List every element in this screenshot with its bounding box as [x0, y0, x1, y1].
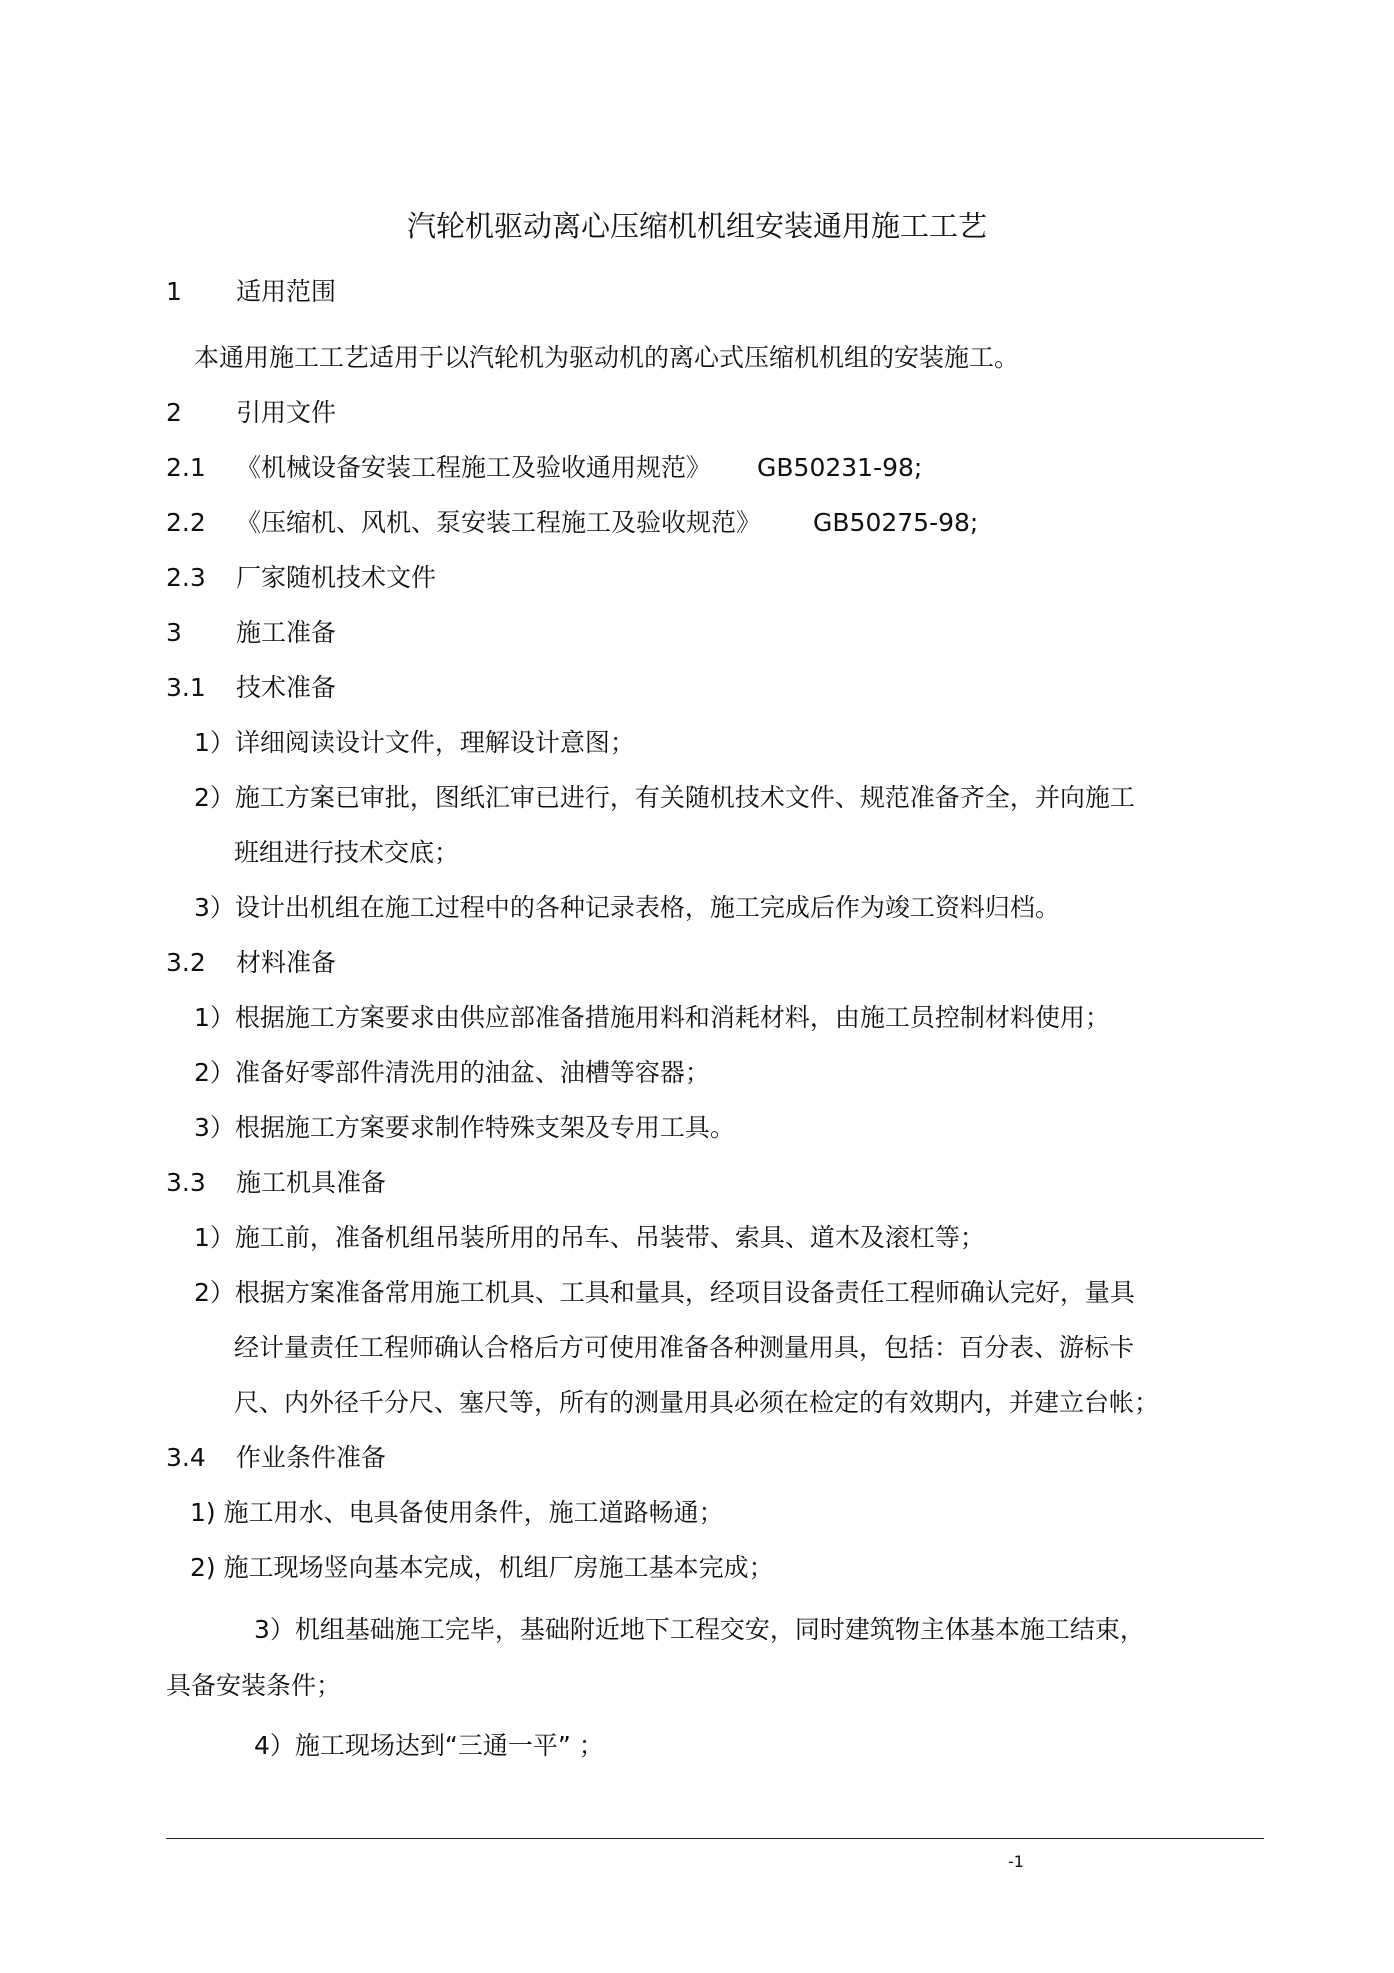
section-heading-text: 材料准备: [236, 948, 337, 977]
reference-2-3: [166, 562, 436, 594]
section-number: 2: [166, 398, 182, 427]
list-item: 1) 施工用水、电具备使用条件，施工道路畅通；: [190, 1498, 724, 1527]
section-heading-text: 适用范围: [236, 277, 337, 306]
reference-2-2: [166, 507, 978, 539]
reference-title: 《压缩机、风机、泵安装工程施工及验收规范》: [236, 508, 762, 537]
list-item-continuation: 班组进行技术交底；: [234, 838, 460, 867]
section-heading-text: 技术准备: [236, 673, 337, 702]
section-number: 3.2: [166, 948, 206, 977]
list-item-continuation: 尺、内外径千分尺、塞尺等，所有的测量用具必须在检定的有效期内，并建立台帐；: [234, 1388, 1160, 1417]
section-number: 3: [166, 618, 182, 647]
reference-code: GB50275-98;: [813, 508, 979, 537]
section-1-heading: [166, 276, 336, 308]
section-number: 3.4: [166, 1443, 206, 1472]
list-item: 1）施工前，准备机组吊装所用的吊车、吊装带、索具、道木及滚杠等；: [194, 1223, 985, 1252]
section-heading-text: 施工机具准备: [236, 1168, 387, 1197]
reference-code: GB50231-98;: [757, 453, 923, 482]
list-item-continuation: 具备安装条件；: [166, 1671, 342, 1700]
list-item: 2）施工方案已审批，图纸汇审已进行，有关随机技术文件、规范准备齐全，并向施工: [194, 783, 1135, 812]
section-3-4-heading: [166, 1442, 386, 1474]
list-item: 3）根据施工方案要求制作特殊支架及专用工具。: [194, 1113, 735, 1142]
section-heading-text: 引用文件: [236, 398, 337, 427]
section-number: 3.3: [166, 1168, 206, 1197]
section-number: 1: [166, 277, 182, 306]
list-item: 2) 施工现场竖向基本完成，机组厂房施工基本完成；: [190, 1553, 774, 1582]
section-3-heading: [166, 617, 336, 649]
section-heading-text: 作业条件准备: [236, 1443, 387, 1472]
list-item: 2）根据方案准备常用施工机具、工具和量具，经项目设备责任工程师确认完好，量具: [194, 1278, 1135, 1307]
section-heading-text: 施工准备: [236, 618, 337, 647]
section-number: 2.1: [166, 453, 206, 482]
list-item: 4）施工现场达到“三通一平” ；: [254, 1731, 604, 1760]
list-item-continuation: 经计量责任工程师确认合格后方可使用准备各种测量用具，包括：百分表、游标卡: [234, 1333, 1135, 1362]
list-item: 1）根据施工方案要求由供应部准备措施用料和消耗材料，由施工员控制材料使用；: [194, 1003, 1110, 1032]
reference-title: 厂家随机技术文件: [236, 563, 437, 592]
document-title: 汽轮机驱动离心压缩机机组安装通用施工工艺: [406, 209, 987, 243]
footer-divider: [166, 1838, 1264, 1839]
section-number: 3.1: [166, 673, 206, 702]
section-2-heading: [166, 397, 336, 429]
section-number: 2.3: [166, 563, 206, 592]
section-3-1-heading: [166, 672, 336, 704]
list-item: 3）机组基础施工完毕，基础附近地下工程交安，同时建筑物主体基本施工结束，: [254, 1615, 1145, 1644]
reference-title: 《机械设备安装工程施工及验收通用规范》: [236, 453, 712, 482]
list-item: 3）设计出机组在施工过程中的各种记录表格，施工完成后作为竣工资料归档。: [194, 893, 1060, 922]
section-1-body: 本通用施工工艺适用于以汽轮机为驱动机的离心式压缩机机组的安装施工。: [194, 343, 1020, 372]
section-3-3-heading: [166, 1167, 386, 1199]
section-3-2-heading: [166, 947, 336, 979]
page-number: -1: [1008, 1852, 1024, 1871]
list-item: 2）准备好零部件清洗用的油盆、油槽等容器；: [194, 1058, 710, 1087]
reference-2-1: [166, 452, 922, 484]
section-number: 2.2: [166, 508, 206, 537]
list-item: 1）详细阅读设计文件，理解设计意图；: [194, 728, 635, 757]
